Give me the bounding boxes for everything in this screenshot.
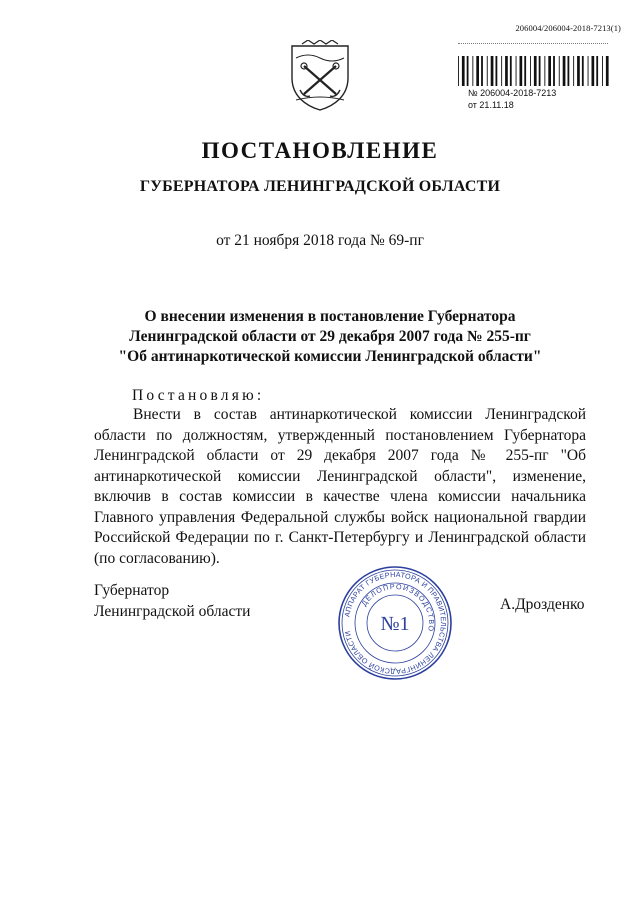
separator-line: [458, 43, 608, 44]
heading-line: О внесении изменения в постановление Губернатора: [144, 308, 516, 325]
registration-date: от 21.11.18: [468, 100, 514, 110]
registration-number: № 206004-2018-7213: [468, 88, 557, 98]
coat-of-arms-emblem: [288, 40, 352, 112]
stamp-outer-text: АППАРАТ ГУБЕРНАТОРА И ПРАВИТЕЛЬСТВА ЛЕНИНГРАДСКОЙ ОБЛАСТИ: [342, 569, 449, 677]
issuer-subtitle: ГУБЕРНАТОРА ЛЕНИНГРАДСКОЙ ОБЛАСТИ: [139, 178, 501, 195]
body-paragraph: Внести в состав антинаркотической комиссии Ленинградской области по должностям, утвержденный постановлением Губернатора Ленинградской области от 29 декабря 2007 года № 255-пг "Об антинаркотической комиссии Ленинградской области", изменение, включив в состав комиссии в качестве члена комиссии начальника Главного управления Федеральной службы войск национальной гвардии Российской Федерации по г. Санкт-Петербургу и Ленинградской области (по согласованию).: [94, 406, 586, 567]
signatory-role-line: Ленинградской области: [94, 603, 251, 620]
official-stamp: [335, 563, 455, 683]
signatory-name: А.Дрозденко: [500, 596, 585, 613]
stamp-number: №1: [380, 613, 410, 635]
barcode: [458, 56, 610, 86]
document-title: ПОСТАНОВЛЕНИЕ: [201, 138, 439, 163]
stamp-inner-text: ДЕЛОПРОИЗВОДСТВО: [359, 581, 437, 634]
decree-word: Постановляю:: [132, 387, 265, 404]
document-id: 206004/206004-2018-7213(1): [515, 23, 621, 33]
document-date-number: от 21 ноября 2018 года № 69-пг: [216, 232, 424, 249]
signatory-role: [94, 580, 250, 622]
heading-line: "Об антинаркотической комиссии Ленинградской области": [118, 348, 542, 365]
heading-line: Ленинградской области от 29 декабря 2007 года № 255-пг: [129, 328, 531, 345]
document-heading: [100, 307, 560, 367]
signatory-role-line: Губернатор: [94, 582, 170, 599]
